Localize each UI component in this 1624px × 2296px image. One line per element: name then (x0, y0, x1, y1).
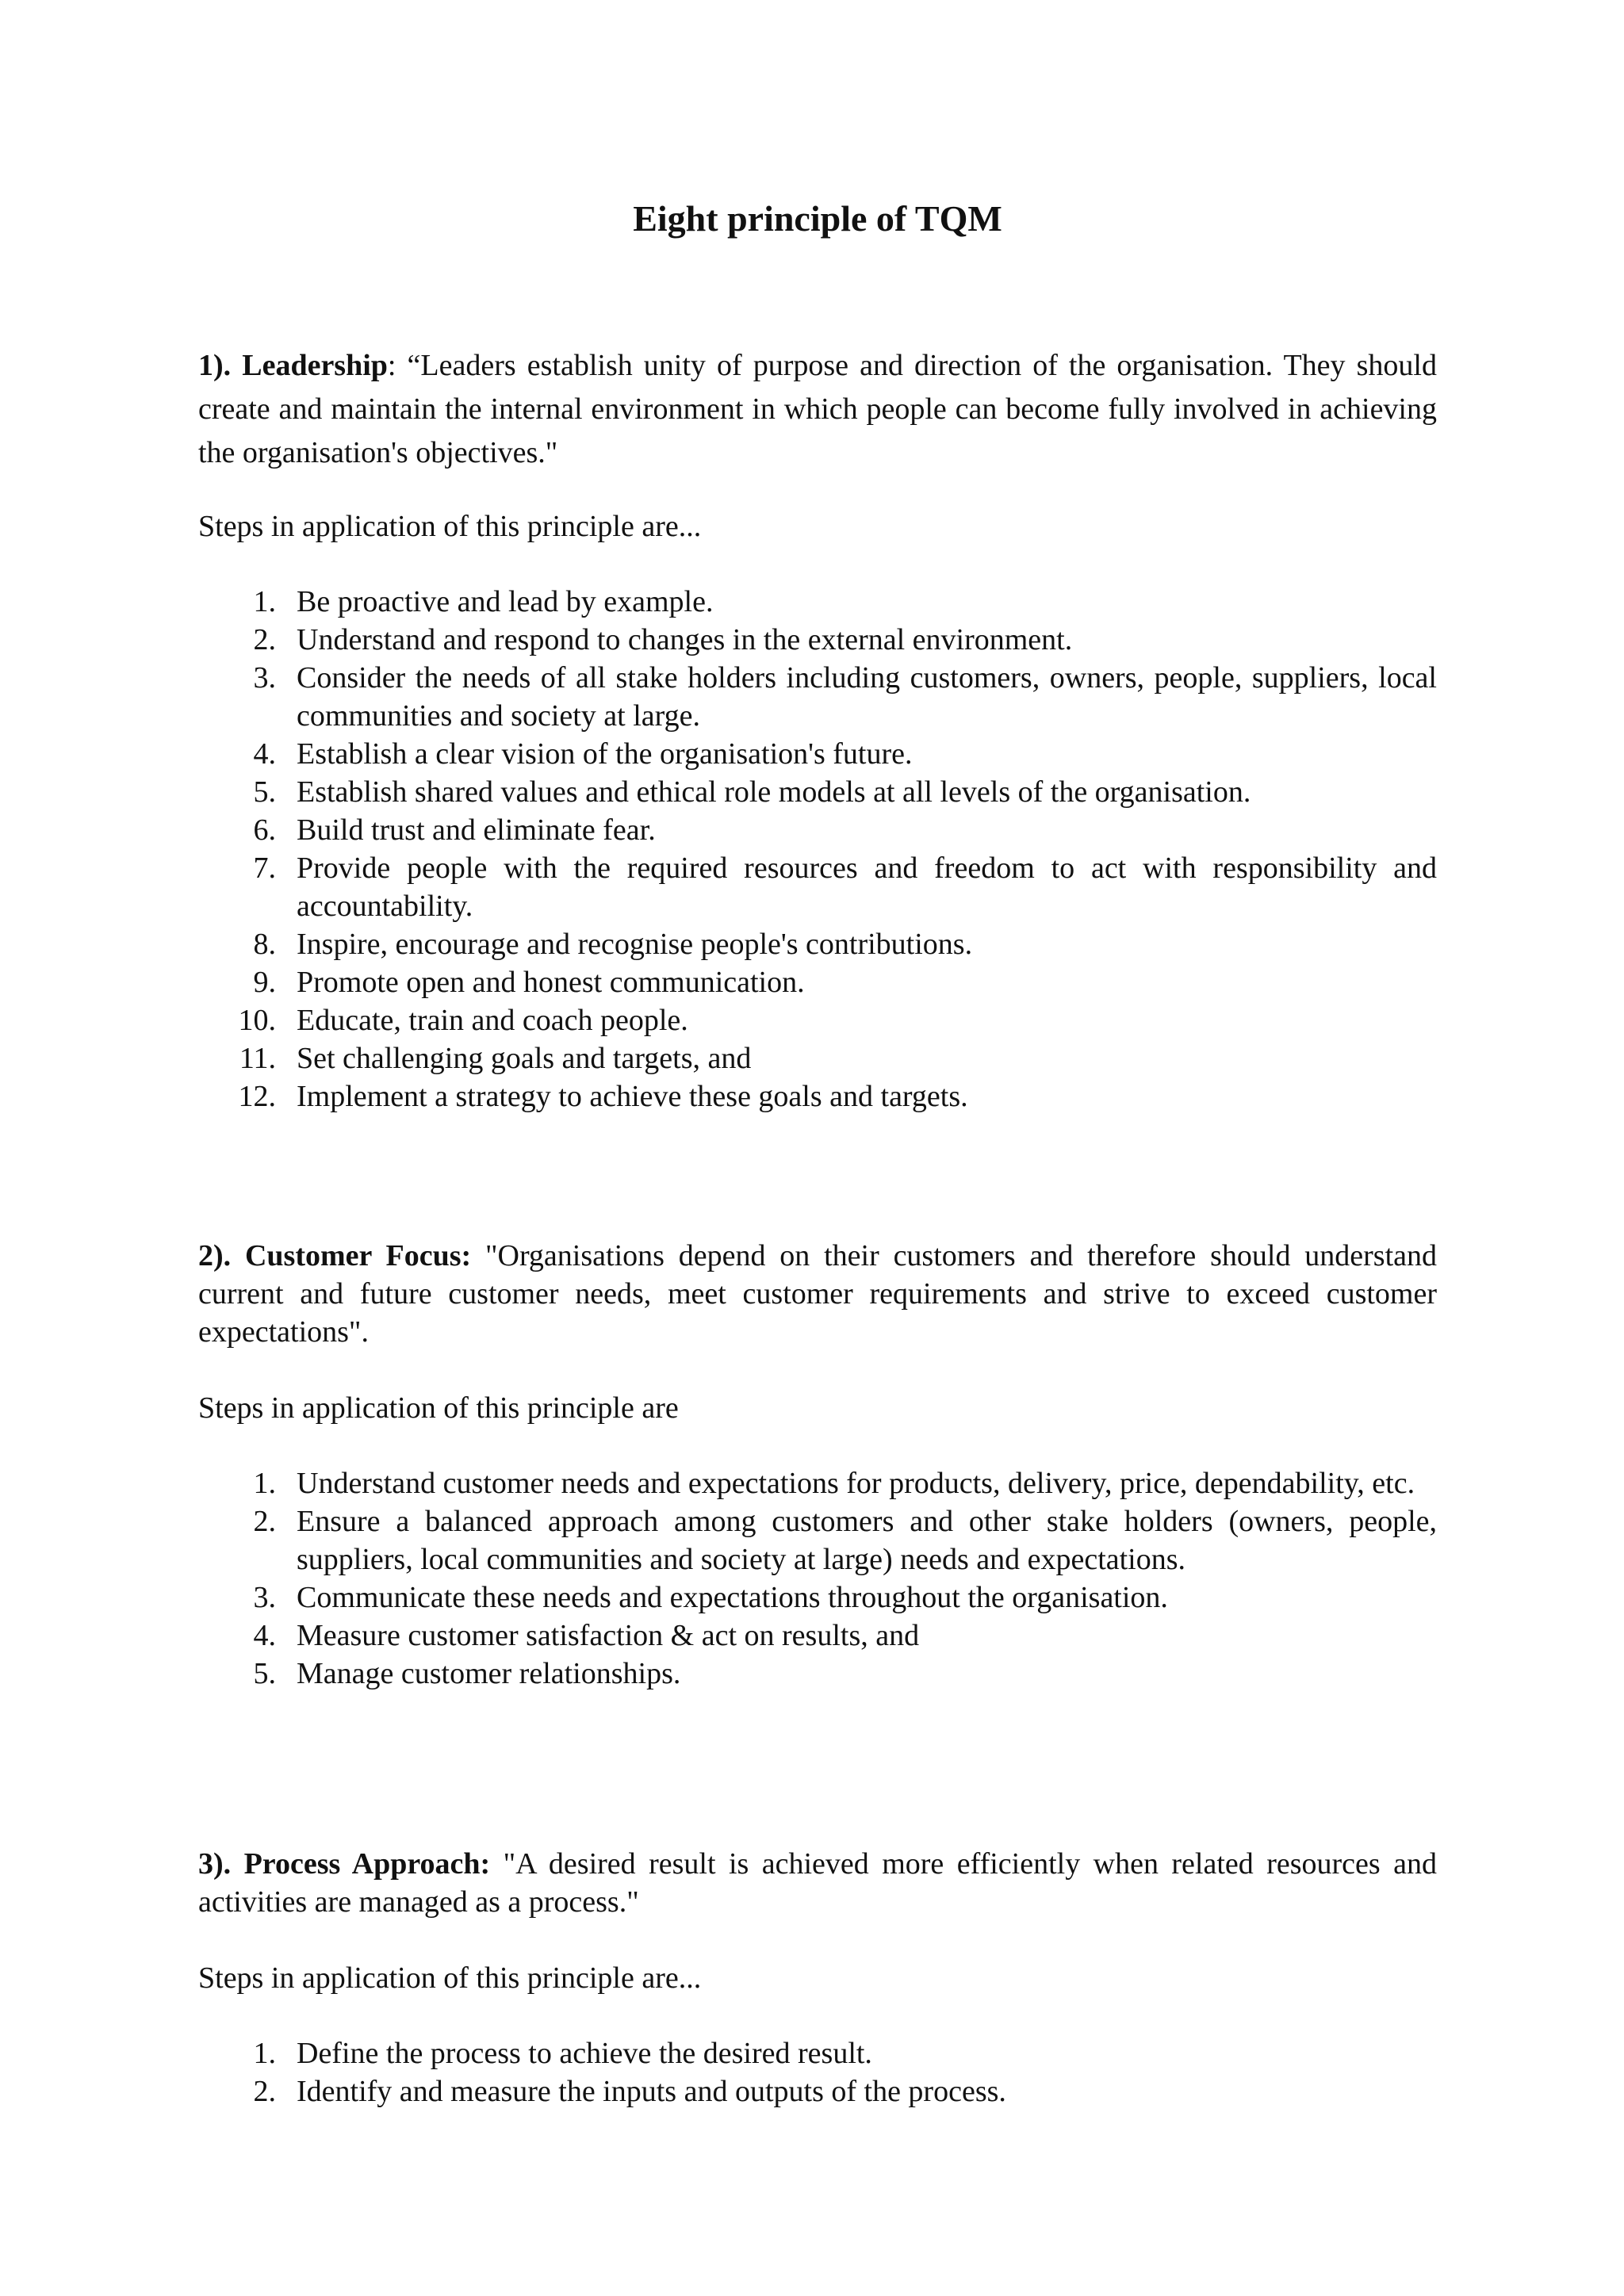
list-item-text: Establish a clear vision of the organisation's future. (297, 737, 913, 771)
list-item (198, 1464, 1437, 1502)
list-item-number: 6. (253, 813, 276, 847)
section-heading: 3). Process Approach: (198, 1847, 491, 1881)
steps-lead: Steps in application of this principle are... (198, 510, 702, 543)
list-item (198, 2072, 1437, 2110)
list-item (198, 1502, 1437, 1578)
list-item-text: Establish shared values and ethical role models at all levels of the organisation. (297, 775, 1251, 809)
list-item-number: 11. (239, 1042, 276, 1075)
list-item (198, 963, 1437, 1001)
steps-lead: Steps in application of this principle are... (198, 1961, 702, 1995)
list-item-number: 10. (238, 1004, 276, 1037)
list-item-number: 7. (253, 851, 276, 885)
list-item-text: Identify and measure the inputs and outputs of the process. (297, 2075, 1006, 2108)
list-item-number: 2. (253, 1505, 276, 1538)
list-item-number: 9. (253, 966, 276, 999)
section-intro-text: “Leaders establish unity of purpose and direction of the organisation. They should create and maintain the internal environment in which people can become fully involved in achieving the organisation's objectives." (198, 349, 1437, 469)
document-title: Eight principle of TQM (633, 198, 1002, 239)
list-item-number: 2. (253, 623, 276, 656)
list-item-text: Manage customer relationships. (297, 1657, 681, 1690)
list-item (198, 1039, 1437, 1077)
list-item-number: 1. (253, 585, 276, 618)
list-item (198, 1578, 1437, 1617)
list-item-number: 1. (253, 1467, 276, 1500)
list-item (198, 1655, 1437, 1693)
heading-separator: : (387, 349, 396, 382)
list-item-text: Measure customer satisfaction & act on results, and (297, 1619, 920, 1652)
steps-list (198, 2034, 1437, 2110)
list-item-number: 3. (253, 661, 276, 695)
list-item-number: 5. (253, 775, 276, 809)
list-item-text: Implement a strategy to achieve these goals and targets. (297, 1080, 968, 1113)
list-item (198, 1077, 1437, 1115)
list-item (198, 583, 1437, 621)
list-item-text: Inspire, encourage and recognise people's contributions. (297, 928, 973, 961)
list-item-text: Educate, train and coach people. (297, 1004, 688, 1037)
document-page (198, 0, 1437, 2296)
list-item-text: Set challenging goals and targets, and (297, 1042, 752, 1075)
section-intro (198, 1237, 1437, 1351)
list-item-number: 5. (253, 1657, 276, 1690)
list-item (198, 849, 1437, 925)
list-item (198, 1001, 1437, 1039)
list-item-text: Promote open and honest communication. (297, 966, 805, 999)
list-item-text: Communicate these needs and expectations throughout the organisation. (297, 1581, 1168, 1614)
section-intro-text: "A desired result is achieved more efficiently when related resources and activities are managed as a process." (198, 1847, 1437, 1919)
list-item-number: 4. (253, 1619, 276, 1652)
list-item-number: 2. (253, 2075, 276, 2108)
list-item-number: 1. (253, 2037, 276, 2070)
list-item-number: 8. (253, 928, 276, 961)
section-process-approach (198, 1845, 1437, 2110)
list-item-text: Ensure a balanced approach among customers and other stake holders (owners, people, suppliers, local communities and society at large) needs and expectations. (297, 1505, 1437, 1576)
list-item (198, 1617, 1437, 1655)
list-item-number: 3. (253, 1581, 276, 1614)
list-item (198, 925, 1437, 963)
list-item-number: 12. (238, 1080, 276, 1113)
section-heading: 2). Customer Focus: (198, 1239, 472, 1272)
steps-list (198, 1464, 1437, 1693)
list-item (198, 811, 1437, 849)
steps-list (198, 583, 1437, 1115)
list-item-text: Build trust and eliminate fear. (297, 813, 656, 847)
list-item-text: Be proactive and lead by example. (297, 585, 714, 618)
list-item-text: Understand and respond to changes in the external environment. (297, 623, 1073, 656)
section-customer-focus (198, 1237, 1437, 1693)
list-item-text: Provide people with the required resources and freedom to act with responsibility and accountability. (297, 851, 1437, 923)
list-item (198, 735, 1437, 773)
list-item-text: Understand customer needs and expectations for products, delivery, price, dependability, etc. (297, 1467, 1415, 1500)
section-intro (198, 1845, 1437, 1921)
list-item (198, 621, 1437, 659)
list-item (198, 773, 1437, 811)
list-item-text: Consider the needs of all stake holders including customers, owners, people, suppliers, local communities and society at large. (297, 661, 1437, 733)
section-leadership (198, 344, 1437, 1115)
list-item-text: Define the process to achieve the desired result. (297, 2037, 872, 2070)
steps-lead: Steps in application of this principle are (198, 1391, 679, 1425)
section-intro (198, 344, 1437, 475)
list-item (198, 2034, 1437, 2072)
section-intro-text: "Organisations depend on their customers and therefore should understand current and future customer needs, meet customer requirements and strive to exceed customer expectations". (198, 1239, 1438, 1349)
section-heading: 1). Leadership (198, 349, 388, 382)
list-item (198, 659, 1437, 735)
list-item-number: 4. (253, 737, 276, 771)
